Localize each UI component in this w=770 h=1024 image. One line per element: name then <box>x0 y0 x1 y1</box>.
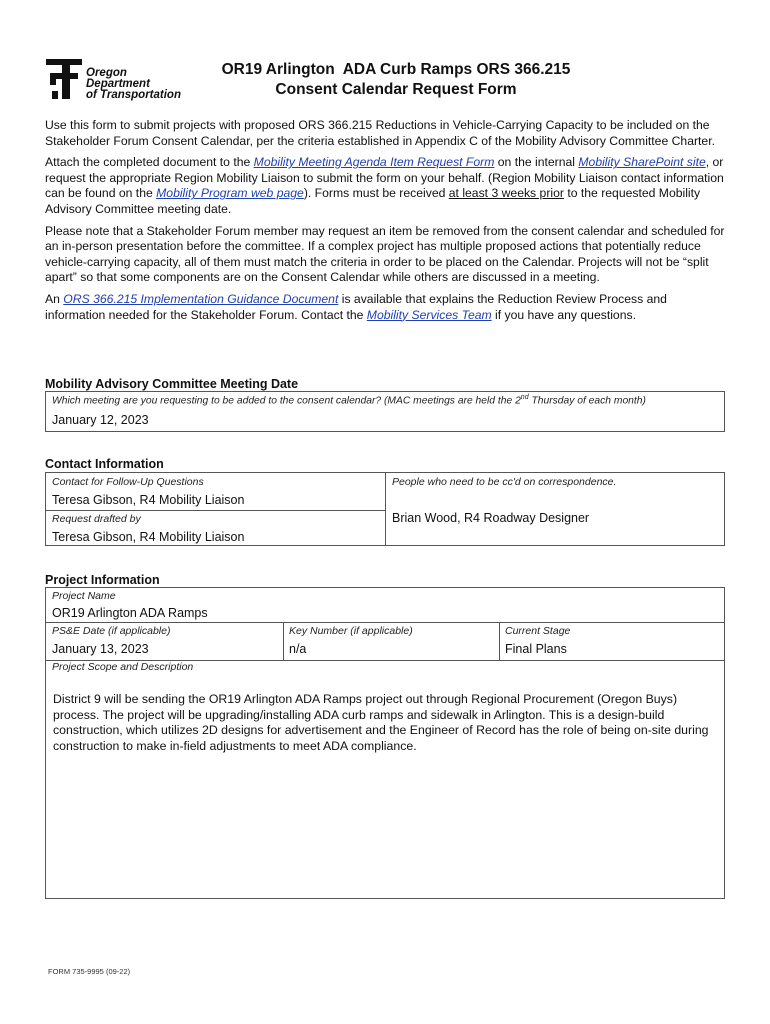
p4-text-b: is available that explains the Reduction Review Process and information needed for the Stakeholder Forum. Contact the <box>45 291 667 322</box>
p2-text-c: , or request the appropriate Region Mobility Liaison to submit the form on your behalf. (Region Mobility Liaison contact information can be found on the <box>45 155 724 201</box>
contact-row-divider <box>46 510 385 511</box>
key-number-label: Key Number (if applicable) <box>289 625 413 637</box>
agency-line-2: Department <box>86 78 150 90</box>
scope-field[interactable]: District 9 will be sending the OR19 Arlington ADA Ramps project out through Regional Procurement (Oregon Buys) process. The project will be upgrading/installing ADA curb ramps and sidewalk in Arlington. This is a design-build construction, which utilizes 2D designs for advertisement and the Engineer of Record has the role of being on-site during construction to make in-field adjustments to meet ADA compliance. <box>53 692 709 753</box>
p2-text-a: Attach the completed document to the <box>45 155 254 170</box>
form-number: FORM 735-9995 (09-22) <box>48 967 131 976</box>
project-col-divider-1 <box>283 622 284 660</box>
p2-text-e: to the requested Mobility Advisory Committee meeting date. <box>45 186 701 216</box>
form-title <box>200 60 592 100</box>
contact-divider <box>385 473 386 546</box>
project-col-divider-2 <box>499 622 500 660</box>
pse-date-field[interactable]: January 13, 2023 <box>52 642 149 656</box>
mobility-program-link[interactable]: Mobility Program web page <box>156 186 304 201</box>
intro-paragraph-1: Use this form to submit projects with proposed ORS 366.215 Reductions in Vehicle-Carrying Capacity to be included on the Stakeholder Forum Consent Calendar, per the criteria established in Appendix C of the Mobility Advisory Committee Charter. <box>45 118 715 148</box>
drafted-by-field[interactable]: Teresa Gibson, R4 Mobility Liaison <box>52 530 245 544</box>
followup-field[interactable]: Teresa Gibson, R4 Mobility Liaison <box>52 493 245 507</box>
agency-line-1: Oregon <box>86 67 127 79</box>
project-section-heading: Project Information <box>45 573 160 587</box>
p4-text-a: An <box>45 291 64 306</box>
title-line-2: Consent Calendar Request Form <box>275 81 517 98</box>
meeting-section-heading: Mobility Advisory Committee Meeting Date <box>45 377 299 391</box>
scope-label: Project Scope and Description <box>52 661 194 673</box>
mobility-services-team-link[interactable]: Mobility Services Team <box>366 307 492 322</box>
sharepoint-site-link[interactable]: Mobility SharePoint site <box>578 155 706 170</box>
followup-label: Contact for Follow-Up Questions <box>52 476 204 488</box>
intro-paragraph-4 <box>45 292 727 323</box>
title-line-1: OR19 Arlington ADA Curb Ramps ORS 366.215 <box>221 61 571 78</box>
cc-label: People who need to be cc'd on correspondence. <box>392 476 617 488</box>
key-number-field[interactable]: n/a <box>289 642 307 656</box>
p2-text-d: ). Forms must be received <box>303 186 449 201</box>
agency-name <box>86 68 181 101</box>
meeting-question <box>52 394 646 406</box>
p4-text-c: if you have any questions. <box>491 307 636 322</box>
intro-paragraph-2 <box>45 155 727 217</box>
meeting-question-sup: nd <box>520 394 529 401</box>
intro-paragraph-3: Please note that a Stakeholder Forum member may request an item be removed from the consent calendar and scheduled for an in-person presentation before the committee. If a complex project has multiple proposed actions that potentially reduce vehicle-carrying capacity, all of them must match the criteria in order to be placed on the Calendar. Projects will not be “split apart” so that some components are on the Consent Calendar while others are discussed in a meeting. <box>45 223 725 285</box>
meeting-date-field[interactable]: January 12, 2023 <box>52 413 149 427</box>
contact-box <box>45 472 725 546</box>
agenda-request-form-link[interactable]: Mobility Meeting Agenda Item Request Form <box>253 155 495 170</box>
drafted-by-label: Request drafted by <box>52 513 141 525</box>
current-stage-label: Current Stage <box>505 625 571 637</box>
agency-line-3: of Transportation <box>86 89 181 101</box>
contact-section-heading: Contact Information <box>45 457 164 471</box>
meeting-question-a: Which meeting are you requesting to be added to the consent calendar? (MAC meetings are held the 2 <box>52 395 521 407</box>
meeting-date-box <box>45 391 725 432</box>
meeting-question-b: Thursday of each month) <box>528 395 646 407</box>
intro-text <box>45 118 727 329</box>
project-name-label: Project Name <box>52 590 116 602</box>
guidance-document-link[interactable]: ORS 366.215 Implementation Guidance Document <box>63 291 339 306</box>
cc-field[interactable]: Brian Wood, R4 Roadway Designer <box>392 511 590 525</box>
current-stage-field[interactable]: Final Plans <box>505 642 567 656</box>
project-name-field[interactable]: OR19 Arlington ADA Ramps <box>52 606 208 620</box>
project-row-divider-1 <box>46 622 725 623</box>
pse-date-label: PS&E Date (if applicable) <box>52 625 171 637</box>
p2-text-b: on the internal <box>494 155 579 170</box>
p2-deadline: at least 3 weeks prior <box>448 186 564 201</box>
